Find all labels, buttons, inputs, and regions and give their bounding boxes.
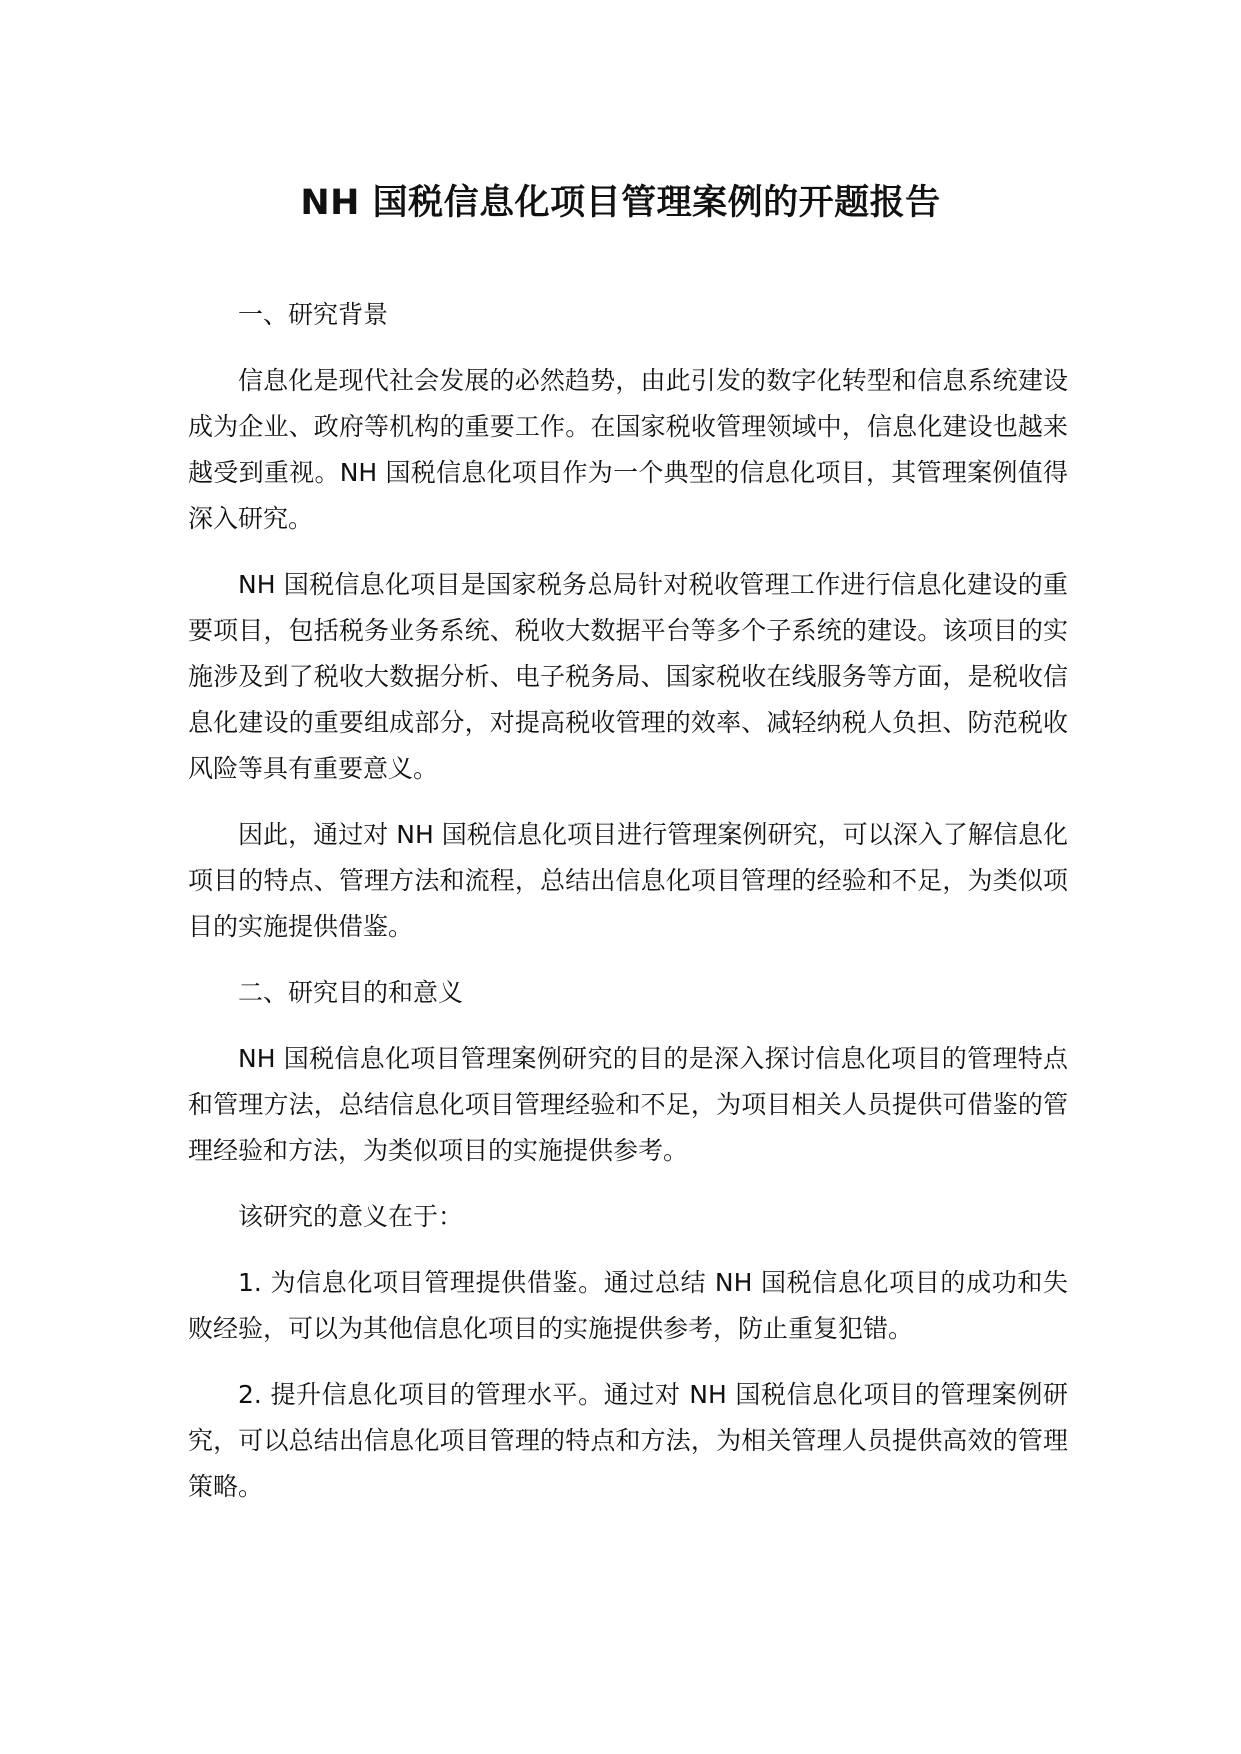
list-item: 2. 提升信息化项目的管理水平。通过对 NH 国税信息化项目的管理案例研究，可以总结出信息化项目管理的特点和方法，为相关管理人员提供高效的管理策略。 — [188, 1380, 1068, 1501]
document-body — [188, 292, 1068, 1530]
document-title: NH 国税信息化项目管理案例的开题报告 — [300, 183, 941, 223]
list-item: 1. 为信息化项目管理提供借鉴。通过总结 NH 国税信息化项目的成功和失败经验，可以为其他信息化项目的实施提供参考，防止重复犯错。 — [188, 1268, 1068, 1343]
section-heading-background: 一、研究背景 — [238, 300, 389, 329]
paragraph: 该研究的意义在于： — [238, 1202, 464, 1231]
paragraph: 因此，通过对 NH 国税信息化项目进行管理案例研究，可以深入了解信息化项目的特点、管理方法和流程，总结出信息化项目管理的经验和不足，为类似项目的实施提供借鉴。 — [188, 820, 1068, 941]
paragraph: NH 国税信息化项目管理案例研究的目的是深入探讨信息化项目的管理特点和管理方法，总结信息化项目管理经验和不足，为项目相关人员提供可借鉴的管理经验和方法，为类似项目的实施提供参考。 — [188, 1044, 1068, 1165]
section-heading-purpose: 二、研究目的和意义 — [238, 978, 464, 1007]
paragraph: 信息化是现代社会发展的必然趋势，由此引发的数字化转型和信息系统建设成为企业、政府等机构的重要工作。在国家税收管理领域中，信息化建设也越来越受到重视。NH 国税信息化项目作为一个典型的信息化项目，其管理案例值得深入研究。 — [188, 366, 1068, 533]
paragraph: NH 国税信息化项目是国家税务总局针对税收管理工作进行信息化建设的重要项目，包括税务业务系统、税收大数据平台等多个子系统的建设。该项目的实施涉及到了税收大数据分析、电子税务局、国家税收在线服务等方面，是税收信息化建设的重要组成部分，对提高税收管理的效率、减轻纳税人负担、防范税收风险等具有重要意义。 — [188, 570, 1068, 783]
